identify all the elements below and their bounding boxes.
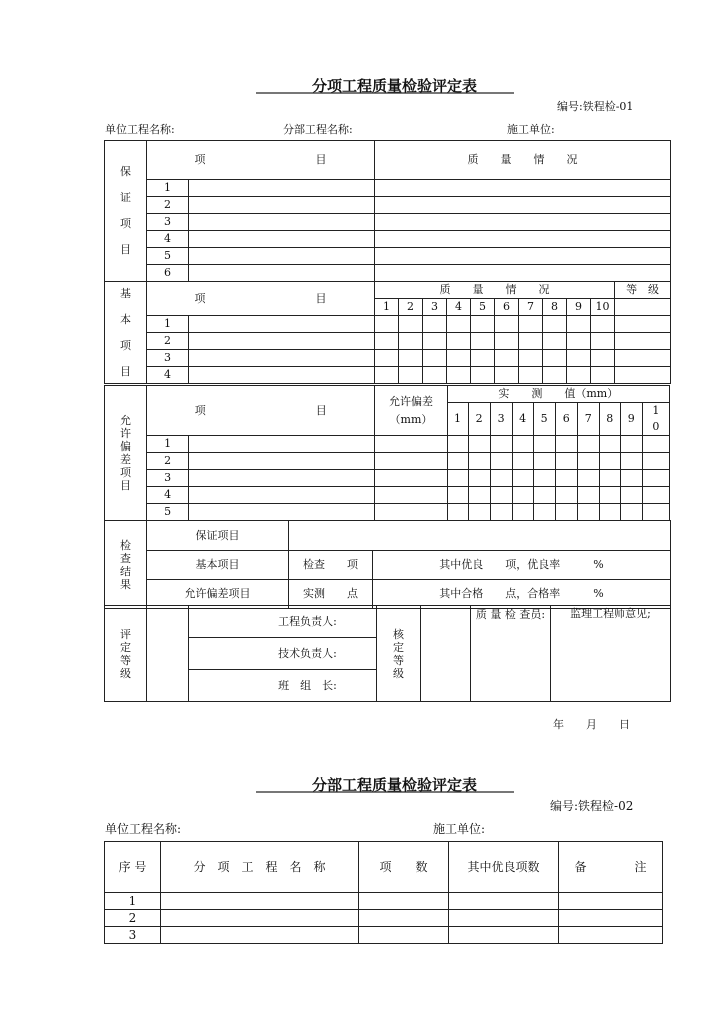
good-cell[interactable] — [449, 910, 559, 927]
quality-cell[interactable] — [471, 316, 495, 333]
quality-cell[interactable] — [519, 333, 543, 350]
measure-cell[interactable] — [512, 470, 533, 487]
label-char: 查 — [120, 551, 131, 565]
label-char: 目 — [120, 243, 131, 256]
quality-cell[interactable] — [399, 333, 423, 350]
quality-cell[interactable] — [543, 367, 567, 384]
row-number: 5 — [147, 248, 189, 265]
col-number: 2 — [468, 403, 490, 436]
measure-cell[interactable] — [599, 504, 620, 521]
item-cell[interactable] — [189, 265, 375, 282]
division-table — [104, 841, 663, 944]
measure-cell[interactable] — [468, 504, 490, 521]
tolerance-items-table — [104, 385, 670, 521]
measure-cell[interactable] — [512, 504, 533, 521]
row-number: 1 — [147, 436, 189, 453]
label-char: 本 — [120, 312, 131, 326]
quality-cell[interactable] — [423, 316, 447, 333]
quality-cell[interactable] — [375, 180, 671, 197]
row-number: 3 — [105, 927, 161, 944]
quality-cell[interactable] — [375, 265, 671, 282]
measure-cell[interactable] — [577, 453, 599, 470]
allow-label: 允许偏差 — [388, 394, 433, 408]
measure-cell[interactable] — [512, 436, 533, 453]
label-char: 目 — [120, 479, 132, 492]
item-cell[interactable] — [189, 333, 375, 350]
check-tolerance-label: 允许偏差项目 — [147, 580, 289, 609]
label-char: 保 — [120, 165, 131, 178]
measure-cell[interactable] — [512, 487, 533, 504]
quality-cell[interactable] — [591, 316, 615, 333]
measure-cell[interactable] — [468, 487, 490, 504]
form1-unit-name-label: 单位工程名称: — [105, 123, 175, 136]
measure-cell[interactable] — [642, 453, 669, 470]
quality-cell[interactable] — [375, 248, 671, 265]
col-number: 4 — [512, 403, 533, 436]
basic-header-grade: 等 级 — [615, 282, 671, 299]
quality-cell[interactable] — [375, 350, 399, 367]
quality-cell[interactable] — [615, 367, 671, 384]
measure-cell[interactable] — [490, 487, 512, 504]
col-number: 7 — [519, 299, 543, 316]
remark-cell[interactable] — [559, 927, 663, 944]
row-number: 6 — [147, 265, 189, 282]
form1-part-name-label: 分部工程名称: — [283, 123, 353, 136]
quality-cell[interactable] — [375, 333, 399, 350]
header-remark: 备 注 — [559, 842, 663, 893]
check-basic-rate[interactable]: 其中优良 项，优良率 % — [373, 551, 671, 580]
grade-table — [104, 605, 671, 702]
engineer-label[interactable]: 工程负责人: — [189, 606, 377, 638]
item-cell[interactable] — [189, 453, 375, 470]
quality-cell[interactable] — [423, 333, 447, 350]
measure-cell[interactable] — [555, 470, 577, 487]
measure-cell[interactable] — [533, 453, 555, 470]
quality-cell[interactable] — [447, 350, 471, 367]
item-cell[interactable] — [189, 197, 375, 214]
label-char: 项 — [120, 338, 131, 352]
row-number: 3 — [147, 470, 189, 487]
measure-cell[interactable] — [642, 487, 669, 504]
label-char: 偏 — [120, 440, 132, 453]
quality-cell[interactable] — [375, 316, 399, 333]
quality-cell[interactable] — [495, 316, 519, 333]
quality-cell[interactable] — [399, 367, 423, 384]
name-cell[interactable] — [161, 893, 359, 910]
check-section-label — [105, 521, 147, 609]
measure-cell[interactable] — [620, 504, 642, 521]
check-basic-count[interactable]: 检查 项 — [289, 551, 373, 580]
measure-cell[interactable] — [620, 470, 642, 487]
form1-title: 分项工程质量检验评定表 — [312, 77, 478, 95]
item-cell[interactable] — [189, 231, 375, 248]
label-char: 证 — [120, 191, 131, 204]
guarantee-items-table — [104, 140, 671, 282]
col-number: 9 — [620, 403, 642, 436]
measure-cell[interactable] — [577, 504, 599, 521]
quality-cell[interactable] — [495, 333, 519, 350]
guarantee-header-item: 项 目 — [147, 141, 375, 180]
row-number: 3 — [147, 350, 189, 367]
quality-cell[interactable] — [519, 316, 543, 333]
allow-unit: （mm） — [389, 412, 433, 426]
measure-cell[interactable] — [375, 504, 447, 521]
quality-cell[interactable] — [495, 367, 519, 384]
measure-cell[interactable] — [468, 436, 490, 453]
measure-cell[interactable] — [468, 453, 490, 470]
col-number: 8 — [599, 403, 620, 436]
label-char: 级 — [393, 666, 404, 680]
measure-cell[interactable] — [599, 453, 620, 470]
measure-cell[interactable] — [555, 436, 577, 453]
inspector-label: 质 量 检 查员: — [475, 608, 546, 621]
item-cell[interactable] — [189, 248, 375, 265]
col-number: 6 — [555, 403, 577, 436]
col-number: 5 — [533, 403, 555, 436]
count-cell[interactable] — [359, 910, 449, 927]
item-cell[interactable] — [189, 350, 375, 367]
col-number: 3 — [490, 403, 512, 436]
remark-cell[interactable] — [559, 910, 663, 927]
remark-cell[interactable] — [559, 893, 663, 910]
quality-cell[interactable] — [375, 214, 671, 231]
supervisor-cell[interactable] — [551, 606, 671, 702]
quality-cell[interactable] — [615, 316, 671, 333]
measure-cell[interactable] — [447, 470, 468, 487]
form2-builder-label: 施工单位: — [433, 822, 486, 836]
item-cell[interactable] — [189, 504, 375, 521]
measure-cell[interactable] — [533, 470, 555, 487]
measure-cell[interactable] — [577, 487, 599, 504]
quality-cell[interactable] — [591, 333, 615, 350]
quality-cell[interactable] — [447, 316, 471, 333]
name-cell[interactable] — [161, 927, 359, 944]
quality-cell[interactable] — [543, 350, 567, 367]
measure-cell[interactable] — [490, 470, 512, 487]
col-number: 10 — [591, 299, 615, 316]
technical-label[interactable]: 技术负责人: — [189, 638, 377, 670]
quality-cell[interactable] — [447, 367, 471, 384]
label-char: 结 — [120, 564, 131, 578]
measure-cell[interactable] — [490, 453, 512, 470]
row-number: 1 — [147, 180, 189, 197]
measure-cell[interactable] — [599, 487, 620, 504]
label-char: 等 — [120, 653, 131, 667]
item-cell[interactable] — [189, 470, 375, 487]
measure-cell[interactable] — [512, 453, 533, 470]
measure-cell[interactable] — [599, 470, 620, 487]
measure-cell[interactable] — [490, 504, 512, 521]
measure-cell[interactable] — [447, 453, 468, 470]
tolerance-section-label — [105, 386, 147, 521]
row-number: 2 — [147, 197, 189, 214]
label-char: 基 — [120, 286, 131, 300]
good-cell[interactable] — [449, 927, 559, 944]
measure-cell[interactable] — [620, 453, 642, 470]
quality-cell[interactable] — [615, 350, 671, 367]
tolerance-header-item: 项 目 — [147, 386, 375, 436]
item-cell[interactable] — [189, 436, 375, 453]
form1-builder-label: 施工单位: — [507, 123, 555, 136]
measure-cell[interactable] — [620, 487, 642, 504]
row-number: 5 — [147, 504, 189, 521]
team-leader-label[interactable]: 班 组 长: — [189, 670, 377, 702]
grade-value-cell[interactable] — [147, 606, 189, 702]
row-number: 2 — [147, 333, 189, 350]
quality-cell[interactable] — [471, 367, 495, 384]
row-number: 1 — [105, 893, 161, 910]
col-number: 1 — [375, 299, 399, 316]
row-number: 4 — [147, 367, 189, 384]
col-number-10 — [642, 403, 669, 436]
tolerance-header-measured: 实 测 值（mm） — [447, 386, 669, 403]
label-char: 核 — [393, 627, 404, 641]
label-char: 项 — [120, 466, 132, 479]
col-number: 6 — [495, 299, 519, 316]
measure-cell[interactable] — [375, 487, 447, 504]
measure-cell[interactable] — [642, 470, 669, 487]
quality-cell[interactable] — [471, 333, 495, 350]
check-guarantee-value[interactable] — [289, 521, 671, 551]
measure-cell[interactable] — [555, 453, 577, 470]
form1-code: 编号:铁程检-01 — [557, 100, 634, 113]
header-good-count: 其中优良项数 — [449, 842, 559, 893]
measure-cell[interactable] — [555, 487, 577, 504]
quality-cell[interactable] — [447, 333, 471, 350]
basic-section-label — [105, 282, 147, 384]
quality-cell[interactable] — [423, 367, 447, 384]
row-number: 1 — [147, 316, 189, 333]
guarantee-header-quality: 质 量 情 况 — [375, 141, 671, 180]
item-cell[interactable] — [189, 180, 375, 197]
quality-cell[interactable] — [519, 350, 543, 367]
measure-cell[interactable] — [533, 504, 555, 521]
measure-cell[interactable] — [533, 436, 555, 453]
quality-cell[interactable] — [471, 350, 495, 367]
row-number: 2 — [147, 453, 189, 470]
measure-cell[interactable] — [447, 504, 468, 521]
row-number: 2 — [105, 910, 161, 927]
check-basic-label: 基本项目 — [147, 551, 289, 580]
label-char: 果 — [120, 577, 131, 591]
col-number: 7 — [577, 403, 599, 436]
measure-cell[interactable] — [468, 470, 490, 487]
quality-cell[interactable] — [567, 316, 591, 333]
label-char: 差 — [120, 453, 132, 466]
quality-cell[interactable] — [375, 231, 671, 248]
form2-code: 编号:铁程检-02 — [550, 799, 634, 813]
item-cell[interactable] — [189, 487, 375, 504]
quality-cell[interactable] — [567, 367, 591, 384]
col-number: 3 — [423, 299, 447, 316]
name-cell[interactable] — [161, 910, 359, 927]
check-guarantee-label: 保证项目 — [147, 521, 289, 551]
label-char: 等 — [393, 653, 404, 667]
measure-cell[interactable] — [375, 453, 447, 470]
measure-cell[interactable] — [642, 504, 669, 521]
label-char: 级 — [120, 666, 131, 680]
label-char: 定 — [393, 640, 404, 654]
inspector-cell[interactable] — [471, 606, 551, 702]
form2-unit-name-label: 单位工程名称: — [105, 822, 182, 836]
header-seq: 序 号 — [105, 842, 161, 893]
count-cell[interactable] — [359, 927, 449, 944]
check-tolerance-count[interactable]: 实测 点 — [289, 580, 373, 609]
basic-header-quality: 质 量 情 况 — [375, 282, 615, 299]
row-number: 4 — [147, 487, 189, 504]
item-cell[interactable] — [189, 367, 375, 384]
quality-cell[interactable] — [567, 350, 591, 367]
col-number: 4 — [447, 299, 471, 316]
label-char: 允 — [120, 414, 132, 427]
label-char: 目 — [120, 364, 131, 378]
item-cell[interactable] — [189, 316, 375, 333]
count-cell[interactable] — [359, 893, 449, 910]
quality-cell[interactable] — [375, 367, 399, 384]
row-number: 4 — [147, 231, 189, 248]
check-tolerance-rate[interactable]: 其中合格 点，合格率 % — [373, 580, 671, 609]
quality-cell[interactable] — [495, 350, 519, 367]
quality-cell[interactable] — [399, 350, 423, 367]
digit: 0 — [652, 420, 660, 433]
label-char: 定 — [120, 640, 131, 654]
verify-grade-value[interactable] — [421, 606, 471, 702]
form2-title: 分部工程质量检验评定表 — [312, 776, 478, 794]
quality-cell[interactable] — [543, 333, 567, 350]
supervisor-label: 监理工程师意见; — [570, 607, 651, 620]
guarantee-section-label — [105, 141, 147, 282]
tolerance-header-allow — [375, 386, 447, 436]
col-number: 5 — [471, 299, 495, 316]
quality-cell[interactable] — [615, 333, 671, 350]
col-number: 2 — [399, 299, 423, 316]
grade-section-label — [105, 606, 147, 702]
basic-items-table — [104, 281, 671, 384]
quality-cell[interactable] — [519, 367, 543, 384]
header-name: 分 项 工 程 名 称 — [161, 842, 359, 893]
col-number: 9 — [567, 299, 591, 316]
quality-cell[interactable] — [423, 350, 447, 367]
quality-cell[interactable] — [591, 367, 615, 384]
label-char: 许 — [120, 427, 132, 440]
row-number: 3 — [147, 214, 189, 231]
measure-cell[interactable] — [555, 504, 577, 521]
col-number: 8 — [543, 299, 567, 316]
good-cell[interactable] — [449, 893, 559, 910]
quality-cell[interactable] — [399, 316, 423, 333]
form1-date: 年 月 日 — [553, 718, 630, 731]
label-char: 项 — [120, 217, 131, 230]
quality-cell[interactable] — [591, 350, 615, 367]
verify-grade-label — [377, 606, 421, 702]
label-char: 评 — [120, 627, 131, 641]
measure-cell[interactable] — [375, 436, 447, 453]
col-number: 1 — [447, 403, 468, 436]
quality-cell[interactable] — [375, 197, 671, 214]
measure-cell[interactable] — [577, 436, 599, 453]
measure-cell[interactable] — [490, 436, 512, 453]
check-results-table — [104, 520, 671, 609]
measure-cell[interactable] — [447, 436, 468, 453]
measure-cell[interactable] — [620, 436, 642, 453]
header-count: 项 数 — [359, 842, 449, 893]
quality-cell[interactable] — [543, 316, 567, 333]
digit: 1 — [652, 404, 660, 417]
measure-cell[interactable] — [447, 487, 468, 504]
basic-header-item: 项 目 — [147, 282, 375, 316]
item-cell[interactable] — [189, 214, 375, 231]
measure-cell[interactable] — [599, 436, 620, 453]
grade-cell[interactable] — [615, 299, 671, 316]
measure-cell[interactable] — [577, 470, 599, 487]
quality-cell[interactable] — [567, 333, 591, 350]
measure-cell[interactable] — [533, 487, 555, 504]
measure-cell[interactable] — [375, 470, 447, 487]
label-char: 检 — [120, 538, 131, 552]
measure-cell[interactable] — [642, 436, 669, 453]
